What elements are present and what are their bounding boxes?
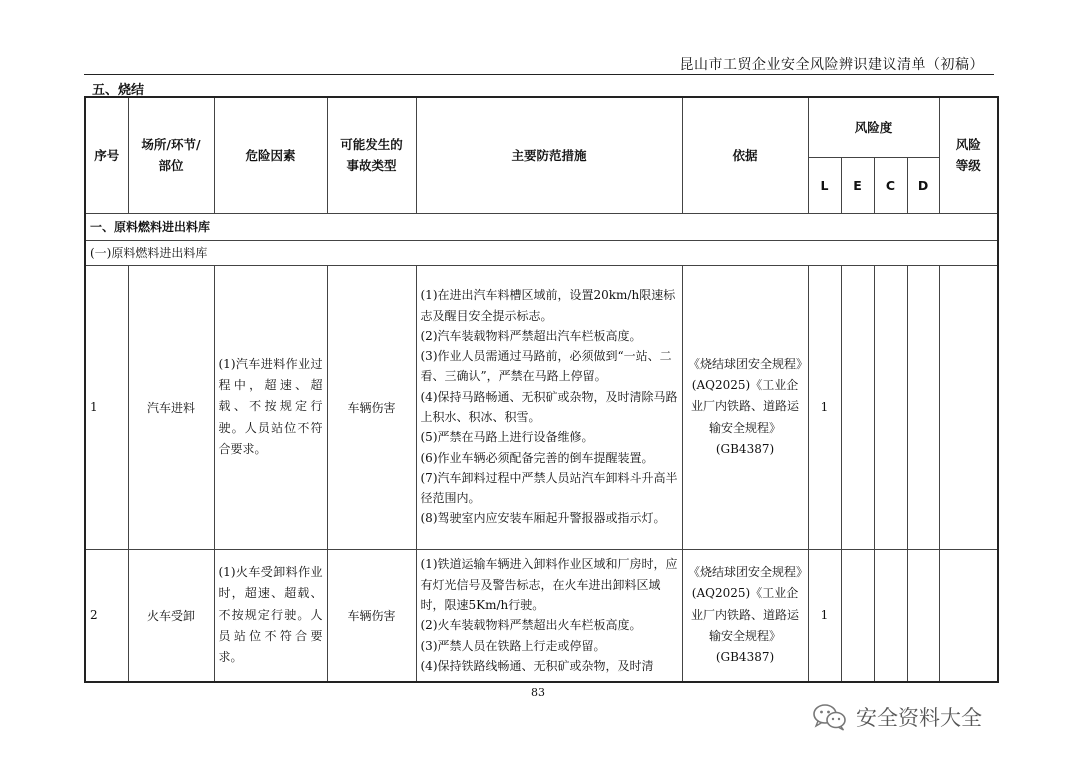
row-d bbox=[907, 265, 939, 549]
row-l: 1 bbox=[808, 265, 841, 549]
measure-item: (3)严禁人员在铁路上行走或停留。 bbox=[420, 638, 606, 653]
measure-item: (5)严禁在马路上进行设备维修。 bbox=[420, 430, 594, 445]
header-accident bbox=[327, 97, 416, 213]
row-accident: 车辆伤害 bbox=[327, 549, 416, 682]
header-divider bbox=[84, 74, 994, 75]
watermark bbox=[812, 700, 982, 734]
row-measures bbox=[416, 549, 682, 682]
row-level bbox=[939, 549, 998, 682]
row-seq: 2 bbox=[85, 549, 128, 682]
measure-item: (8)驾驶室内应安装车厢起升警报器或指示灯。 bbox=[420, 511, 666, 526]
row-e bbox=[841, 549, 874, 682]
header-risk-degree: 风险度 bbox=[808, 97, 939, 157]
document-header-title: 昆山市工贸企业安全风险辨识建议清单（初稿） bbox=[679, 57, 984, 73]
header-accident-text: 可能发生的事故类型 bbox=[340, 137, 403, 174]
measure-item: (2)火车装载物料严禁超出火车栏板高度。 bbox=[420, 618, 642, 633]
row-hazard: (1)火车受卸料作业时，超速、超载、不按规定行驶。人员站位不符合要求。 bbox=[214, 549, 327, 682]
measure-item: (6)作业车辆必须配备完善的倒车提醒装置。 bbox=[420, 450, 654, 465]
header-risk-level-text: 风险等级 bbox=[955, 137, 981, 174]
header-place-text: 场所/环节/部位 bbox=[141, 137, 201, 174]
row-hazard: (1)汽车进料作业过程中，超速、超载、不按规定行驶。人员站位不符合要求。 bbox=[214, 265, 327, 549]
row-l: 1 bbox=[808, 549, 841, 682]
row-accident: 车辆伤害 bbox=[327, 265, 416, 549]
row-basis: 《烧结球团安全规程》(AQ2025)《工业企业厂内铁路、道路运输安全规程》(GB4387) bbox=[682, 265, 808, 549]
header-place bbox=[128, 97, 214, 213]
measure-item: (1)在进出汽车料槽区域前，设置20km/h限速标志及醒目安全提示标志。 bbox=[420, 288, 676, 323]
header-basis: 依据 bbox=[682, 97, 808, 213]
header-l: L bbox=[808, 157, 841, 213]
row-c bbox=[874, 549, 907, 682]
row-place: 汽车进料 bbox=[128, 265, 214, 549]
category-row-1: 一、原料燃料进出料库 bbox=[85, 213, 998, 240]
measure-item: (1)铁道运输车辆进入卸料作业区域和厂房时，应有灯光信号及警告标志，在火车进出卸料区域时，限速5Km/h行驶。 bbox=[420, 557, 678, 612]
table-row bbox=[85, 549, 998, 682]
row-c bbox=[874, 265, 907, 549]
header-risk-level bbox=[939, 97, 998, 213]
row-measures bbox=[416, 265, 682, 549]
risk-table bbox=[84, 96, 999, 683]
header-measures: 主要防范措施 bbox=[416, 97, 682, 213]
row-seq: 1 bbox=[85, 265, 128, 549]
measure-item: (2)汽车装载物料严禁超出汽车栏板高度。 bbox=[420, 328, 642, 343]
watermark-text: 安全资料大全 bbox=[856, 706, 982, 730]
category-row-2: (一)原料燃料进出料库 bbox=[85, 240, 998, 265]
measure-item: (4)保持铁路线畅通、无积矿或杂物，及时清 bbox=[420, 658, 654, 673]
row-d bbox=[907, 549, 939, 682]
measure-item: (7)汽车卸料过程中严禁人员站汽车卸料斗升高半径范围内。 bbox=[420, 470, 678, 506]
row-place: 火车受卸 bbox=[128, 549, 214, 682]
table-row bbox=[85, 265, 998, 549]
row-basis: 《烧结球团安全规程》(AQ2025)《工业企业厂内铁路、道路运输安全规程》(GB4387) bbox=[682, 549, 808, 682]
header-d: D bbox=[907, 157, 939, 213]
page-number: 83 bbox=[531, 686, 545, 699]
measure-item: (3)作业人员需通过马路前，必须做到“一站、二看、三确认”，严禁在马路上停留。 bbox=[420, 349, 672, 384]
row-e bbox=[841, 265, 874, 549]
measure-item: (4)保持马路畅通、无积矿或杂物，及时清除马路上积水、积冰、积雪。 bbox=[420, 389, 678, 424]
header-hazard: 危险因素 bbox=[214, 97, 327, 213]
header-c: C bbox=[874, 157, 907, 213]
row-level bbox=[939, 265, 998, 549]
header-seq: 序号 bbox=[85, 97, 128, 213]
header-e: E bbox=[841, 157, 874, 213]
section-title: 五、烧结 bbox=[92, 83, 145, 98]
wechat-logo-icon bbox=[812, 703, 848, 731]
